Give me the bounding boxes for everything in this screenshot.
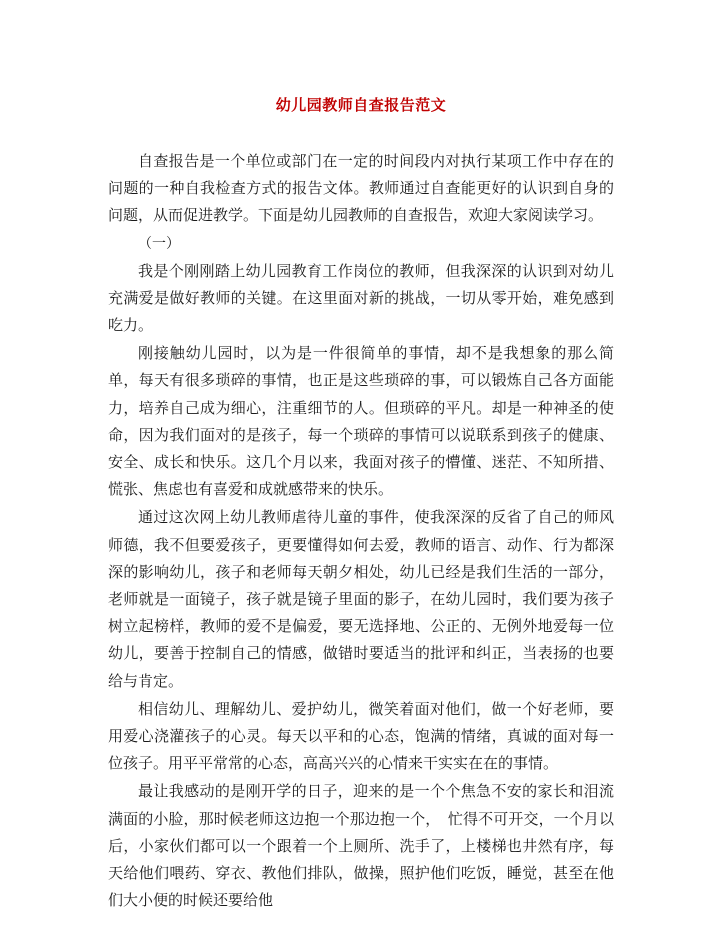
- paragraph-intro: 自查报告是一个单位或部门在一定的时间段内对执行某项工作中存在的问题的一种自我检查方式的报告文体。教师通过自查能更好的认识到自身的问题，从而促进教学。下面是幼儿园教师的自查报告，欢迎大家阅读学习。: [108, 152, 614, 225]
- paragraph-4: 相信幼儿、理解幼儿、爱护幼儿，微笑着面对他们，做一个好老师，要用爱心浇灌孩子的心灵。每天以平和的心态，饱满的情绪，真诚的面对每一位孩子。用平平常常的心态，高高兴兴的心情来干实实在在的事情。: [108, 699, 614, 773]
- paragraph-1: 我是个刚刚踏上幼儿园教育工作岗位的教师，但我深深的认识到对幼儿充满爱是做好教师的关键。在这里面对新的挑战，一切从零开始，难免感到吃力。: [108, 261, 614, 335]
- document-title: 幼儿园教师自查报告范文: [275, 96, 447, 114]
- paragraph-5: 最让我感动的是刚开学的日子，迎来的是一个个焦急不安的家长和泪流满面的小脸，那时候老师这边抱一个那边抱一个， 忙得不可开交，一个月以后，小家伙们都可以一个跟着一个上厕所、洗手了，上楼梯也井然有序，每天给他们喂药、穿衣、教他们排队，做操，照护他们吃饭，睡觉，甚至在他们大小便的时候还要给他: [108, 782, 614, 910]
- paragraph-2: 刚接触幼儿园时，以为是一件很简单的事情，却不是我想象的那么简单，每天有很多琐碎的事情，也正是这些琐碎的事，可以锻炼自己各方面能力，培养自己成为细心，注重细节的人。但琐碎的平凡。却是一种神圣的使命，因为我们面对的是孩子，每一个琐碎的事情可以说联系到孩子的健康、安全、成长和快乐。这几个月以来，我面对孩子的懵懂、迷茫、不知所措、慌张、焦虑也有喜爱和成就感带来的快乐。: [108, 344, 614, 499]
- section-number: （一）: [138, 235, 180, 252]
- paragraph-3: 通过这次网上幼儿教师虐待儿童的事件，使我深深的反省了自己的师风师德，我不但要爱孩子，更要懂得如何去爱，教师的语言、动作、行为都深深的影响幼儿，孩子和老师每天朝夕相处，幼儿已经是我们生活的一部分，老师就是一面镜子，孩子就是镜子里面的影子，在幼儿园时，我们要为孩子树立起榜样，教师的爱不是偏爱，要无选择地、公正的、无例外地爱每一位幼儿，要善于控制自己的情感，做错时要适当的批评和纠正，当表扬的也要给与肯定。: [108, 508, 614, 690]
- document-body: [108, 148, 614, 915]
